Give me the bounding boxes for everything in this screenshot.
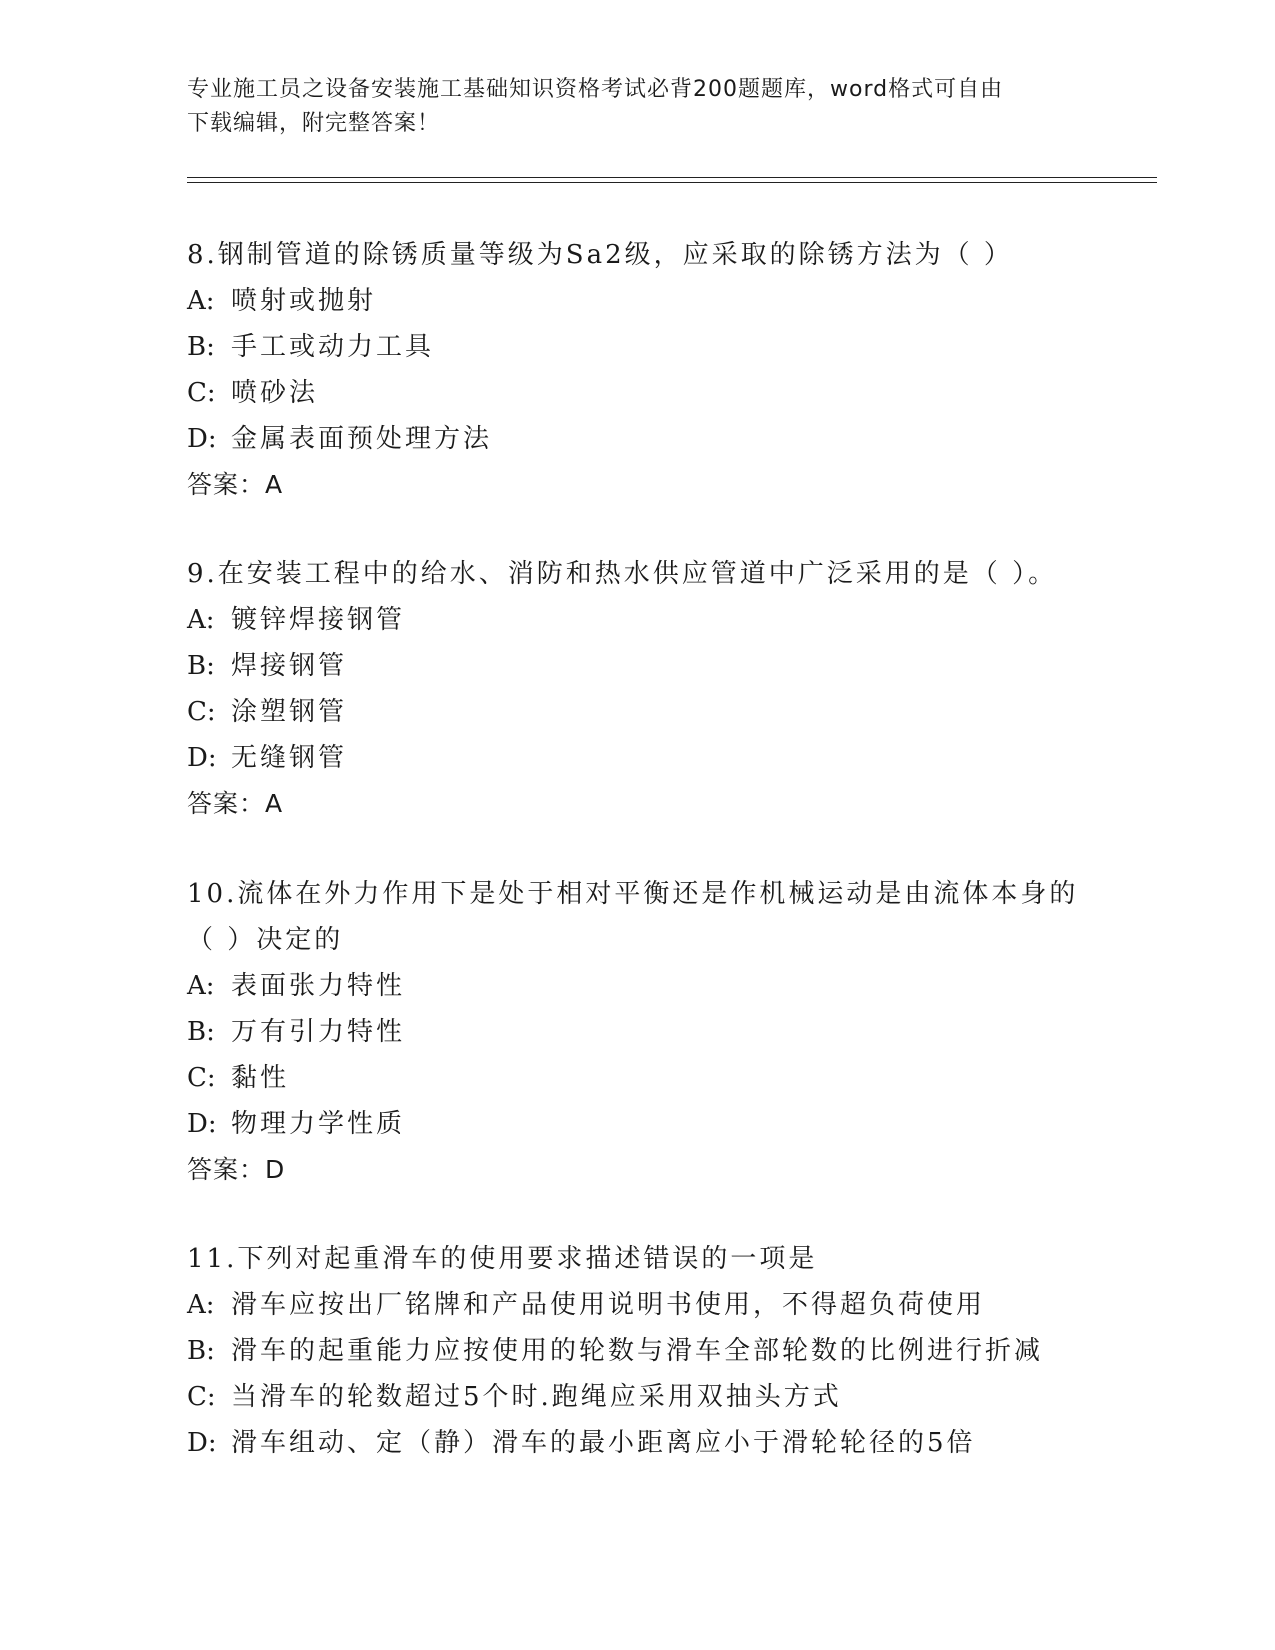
option-key: A: (187, 286, 215, 316)
question-11 (187, 1236, 1087, 1466)
document-header (187, 73, 1087, 141)
option-key: D: (187, 1428, 217, 1458)
option-text: 手工或动力工具 (231, 332, 435, 362)
option-c (187, 689, 1087, 735)
answer-line: 答案：D (187, 1155, 286, 1184)
option-text: 滑车组动、定（静）滑车的最小距离应小于滑轮轮径的5倍 (231, 1428, 976, 1458)
option-key: A: (187, 971, 215, 1001)
option-text: 喷射或抛射 (231, 286, 377, 316)
question-10 (187, 871, 1087, 1193)
option-d (187, 1101, 1087, 1147)
option-a (187, 597, 1087, 643)
option-text: 当滑车的轮数超过5个时.跑绳应采用双抽头方式 (231, 1382, 842, 1412)
option-b (187, 643, 1087, 689)
option-text: 黏性 (231, 1063, 290, 1093)
option-text: 万有引力特性 (231, 1017, 406, 1047)
option-c (187, 1374, 1087, 1420)
option-text: 物理力学性质 (231, 1109, 406, 1139)
option-a (187, 963, 1087, 1009)
option-key: C: (187, 378, 216, 408)
option-key: C: (187, 1382, 216, 1412)
option-c (187, 1055, 1087, 1101)
option-key: B: (187, 651, 215, 681)
option-c (187, 370, 1087, 416)
header-line-2: 下载编辑，附完整答案！ (187, 111, 441, 136)
option-key: A: (187, 605, 215, 635)
option-text: 涂塑钢管 (231, 697, 348, 727)
option-text: 滑车的起重能力应按使用的轮数与滑车全部轮数的比例进行折减 (231, 1336, 1044, 1366)
option-text: 金属表面预处理方法 (231, 424, 493, 454)
option-key: C: (187, 1063, 216, 1093)
option-key: B: (187, 1336, 215, 1366)
answer-line: 答案：A (187, 470, 284, 499)
option-text: 焊接钢管 (231, 651, 348, 681)
header-divider-bottom (187, 182, 1157, 183)
option-key: D: (187, 424, 217, 454)
question-stem-line-1: 10.流体在外力作用下是处于相对平衡还是作机械运动是由流体本身的 (187, 879, 1079, 909)
option-text: 无缝钢管 (231, 743, 348, 773)
question-8 (187, 232, 1087, 508)
option-key: D: (187, 1109, 217, 1139)
option-a (187, 278, 1087, 324)
option-d (187, 1420, 1087, 1466)
header-line-1: 专业施工员之设备安装施工基础知识资格考试必背200题题库，word格式可自由 (187, 77, 1004, 102)
option-key: C: (187, 697, 216, 727)
option-b (187, 324, 1087, 370)
question-stem-line-2: （ ）决定的 (187, 925, 344, 955)
option-text: 喷砂法 (231, 378, 319, 408)
option-a (187, 1282, 1087, 1328)
answer-line: 答案：A (187, 789, 284, 818)
header-divider-top (187, 177, 1157, 178)
option-text: 滑车应按出厂铭牌和产品使用说明书使用，不得超负荷使用 (231, 1290, 986, 1320)
question-stem: 9.在安装工程中的给水、消防和热水供应管道中广泛采用的是（ ）。 (187, 559, 1058, 589)
question-9 (187, 551, 1087, 827)
option-b (187, 1328, 1087, 1374)
option-d (187, 735, 1087, 781)
question-stem: 11.下列对起重滑车的使用要求描述错误的一项是 (187, 1244, 818, 1274)
option-text: 镀锌焊接钢管 (231, 605, 406, 635)
option-key: B: (187, 332, 215, 362)
option-b (187, 1009, 1087, 1055)
option-key: A: (187, 1290, 215, 1320)
option-text: 表面张力特性 (231, 971, 406, 1001)
option-d (187, 416, 1087, 462)
question-stem: 8.钢制管道的除锈质量等级为Sa2级，应采取的除锈方法为（ ） (187, 240, 1013, 270)
option-key: B: (187, 1017, 215, 1047)
option-key: D: (187, 743, 217, 773)
